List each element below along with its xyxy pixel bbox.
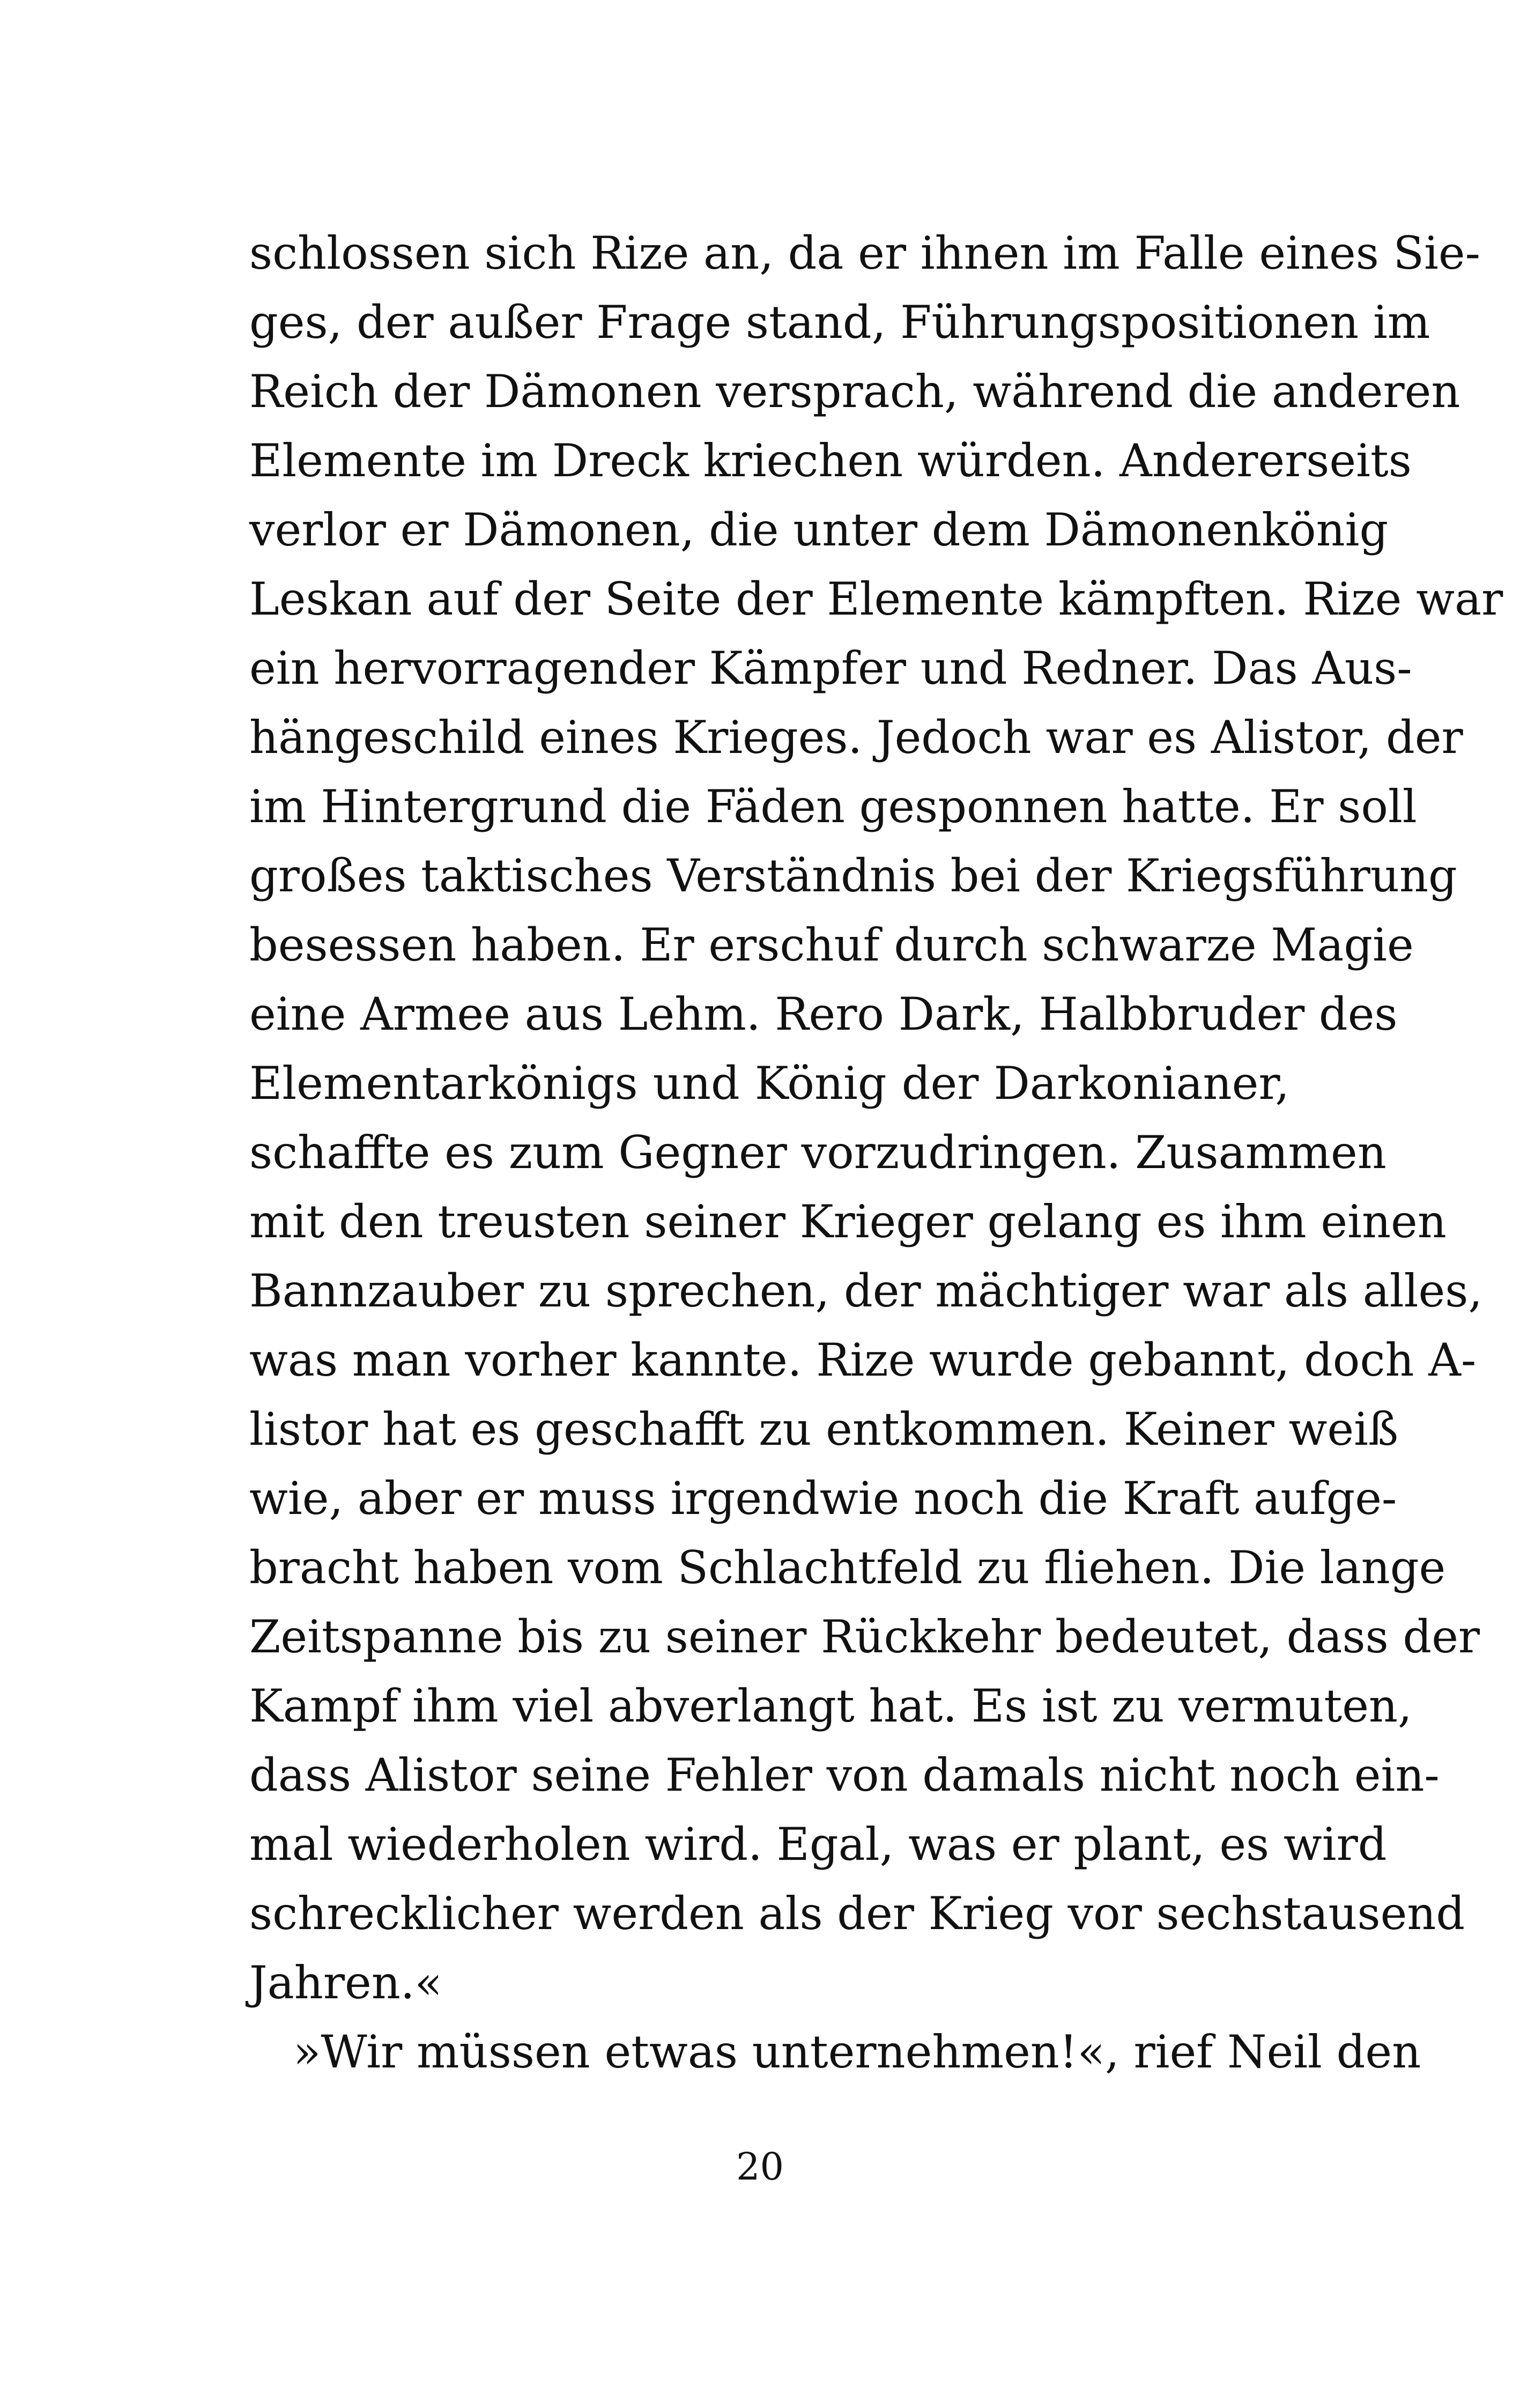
text-line: verlor er Dämonen, die unter dem Dämonenkönig xyxy=(249,504,1389,556)
text-line: im Hintergrund die Fäden gesponnen hatte. Er soll xyxy=(249,780,1417,833)
text-line: Reich der Dämonen versprach, während die anderen xyxy=(249,365,1460,418)
text-line: dass Alistor seine Fehler von damals nicht noch ein- xyxy=(249,1749,1440,1801)
text-line: listor hat es geschafft zu entkommen. Keiner weiß xyxy=(249,1403,1399,1456)
text-line: großes taktisches Verständnis bei der Kriegsführung xyxy=(249,850,1457,902)
text-line: mal wiederholen wird. Egal, was er plant, es wird xyxy=(249,1818,1387,1871)
text-line: ges, der außer Frage stand, Führungspositionen im xyxy=(249,296,1430,349)
text-line: schlossen sich Rize an, da er ihnen im Falle eines Sie- xyxy=(249,227,1481,279)
text-line: Zeitspanne bis zu seiner Rückkehr bedeutet, dass der xyxy=(249,1611,1480,1663)
body-text xyxy=(249,219,1503,2087)
text-line: Bannzauber zu sprechen, der mächtiger war als alles, xyxy=(249,1265,1483,1317)
text-line: hängeschild eines Krieges. Jedoch war es Alistor, der xyxy=(249,711,1463,764)
text-line: schaffte es zum Gegner vorzudringen. Zusammen xyxy=(249,1126,1386,1179)
text-line: mit den treusten seiner Krieger gelang es ihm einen xyxy=(249,1195,1447,1248)
text-line: Elemente im Dreck kriechen würden. Andererseits xyxy=(249,434,1412,487)
text-line: Leskan auf der Seite der Elemente kämpften. Rize war xyxy=(249,573,1503,625)
text-line: Kampf ihm viel abverlangt hat. Es ist zu vermuten, xyxy=(249,1680,1412,1732)
page-number: 20 xyxy=(736,2145,784,2189)
text-line: bracht haben vom Schlachtfeld zu fliehen. Die lange xyxy=(249,1541,1446,1594)
text-line: schrecklicher werden als der Krieg vor sechstausend xyxy=(249,1887,1465,1940)
text-line: ein hervorragender Kämpfer und Redner. Das Aus- xyxy=(249,642,1412,695)
paragraph-end-line: Jahren.« xyxy=(249,1956,442,2009)
text-line: eine Armee aus Lehm. Rero Dark, Halbbruder des xyxy=(249,988,1398,1040)
paragraph-start-line: »Wir müssen etwas unternehmen!«, rief Neil den xyxy=(293,2026,1421,2078)
text-line: besessen haben. Er erschuf durch schwarze Magie xyxy=(249,919,1414,971)
text-line: Elementarkönigs und König der Darkonianer, xyxy=(249,1057,1289,1110)
text-line: was man vorher kannte. Rize wurde gebannt, doch A- xyxy=(249,1334,1477,1386)
text-line: wie, aber er muss irgendwie noch die Kraft aufge- xyxy=(249,1472,1397,1525)
